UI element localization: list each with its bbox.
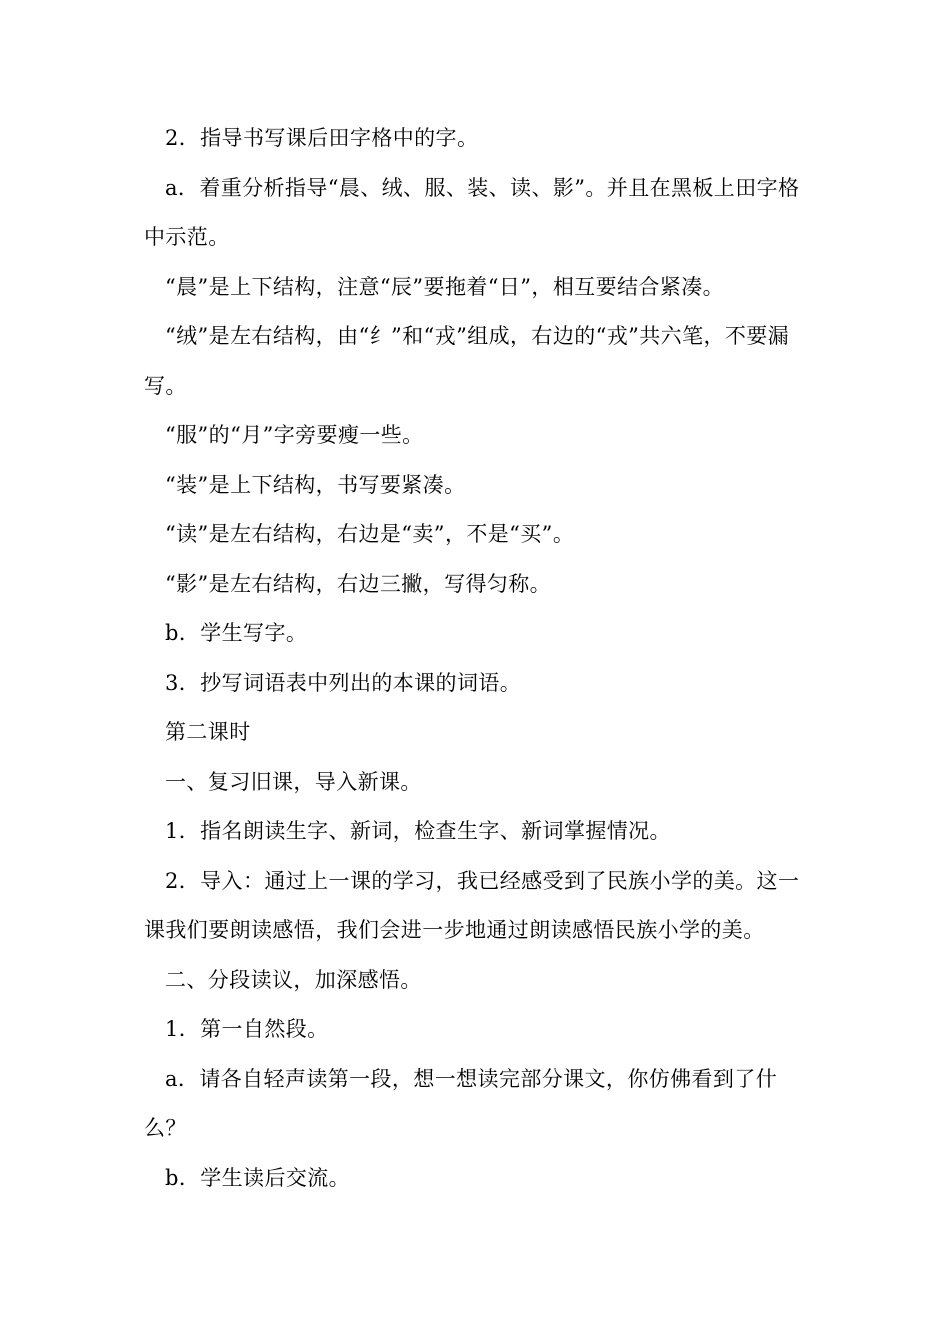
paragraph: 2．指导书写课后田字格中的字。 bbox=[165, 126, 479, 150]
paragraph: a．请各自轻声读第一段，想一想读完部分课文，你仿佛看到了什么？ bbox=[144, 1066, 778, 1140]
document-body bbox=[144, 114, 808, 1203]
paragraph: “读”是左右结构，右边是“卖”，不是“买”。 bbox=[165, 522, 575, 546]
section-heading: 第二课时 bbox=[165, 720, 251, 744]
paragraph: b．学生读后交流。 bbox=[165, 1165, 351, 1190]
paragraph: “服”的“月”字旁要瘦一些。 bbox=[165, 423, 424, 447]
paragraph: a．着重分析指导“晨、绒、服、装、读、影”。并且在黑板上田字格中示范。 bbox=[144, 175, 800, 249]
paragraph: 1．指名朗读生字、新词，检查生字、新词掌握情况。 bbox=[165, 819, 671, 843]
paragraph: “影”是左右结构，右边三撇，写得匀称。 bbox=[165, 571, 552, 596]
paragraph: 一、复习旧课，导入新课。 bbox=[165, 769, 422, 794]
paragraph: “晨”是上下结构，注意“辰”要拖着“日”，相互要结合紧凑。 bbox=[165, 274, 725, 299]
paragraph: 二、分段读议，加深感悟。 bbox=[165, 967, 422, 992]
paragraph: “装”是上下结构，书写要紧凑。 bbox=[165, 472, 466, 497]
paragraph: “绒”是左右结构，由“纟”和“戎”组成，右边的“戎”共六笔，不要漏写。 bbox=[144, 324, 790, 398]
paragraph: b．学生写字。 bbox=[165, 621, 308, 645]
paragraph: 2．导入：通过上一课的学习，我已经感受到了民族小学的美。这一课我们要朗读感悟，我们会进一步地通过朗读感悟民族小学的美。 bbox=[144, 868, 800, 942]
paragraph: 1．第一自然段。 bbox=[165, 1017, 329, 1041]
paragraph: 3．抄写词语表中列出的本课的词语。 bbox=[165, 670, 522, 695]
